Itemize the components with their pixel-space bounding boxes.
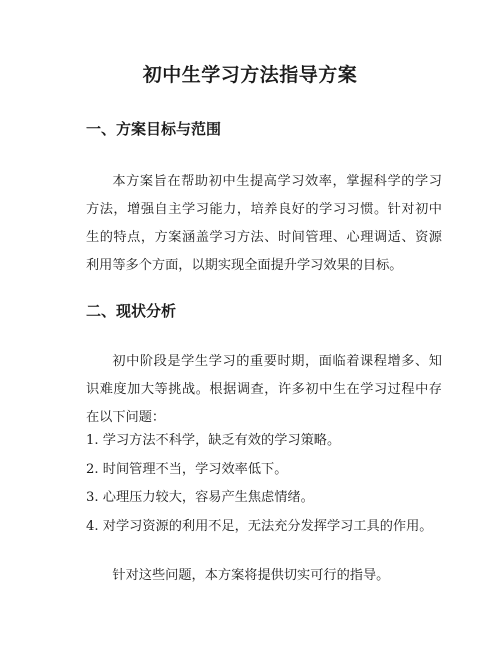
list-item: 4. 对学习资源的利用不足，无法充分发挥学习工具的作用。 [86, 518, 433, 534]
list-item: 2. 时间管理不当，学习效率低下。 [86, 461, 288, 477]
issue-list [86, 427, 446, 541]
list-item: 1. 学习方法不科学，缺乏有效的学习策略。 [86, 433, 341, 448]
list-item: 3. 心理压力较大，容易产生焦虑情绪。 [86, 490, 314, 505]
section-heading-goals: 一、方案目标与范围 [86, 120, 222, 138]
closing-paragraph: 针对这些问题，本方案将提供切实可行的指导。 [112, 568, 390, 583]
section-heading-analysis: 二、现状分析 [86, 302, 177, 320]
page-title: 初中生学习方法指导方案 [142, 64, 358, 86]
section-paragraph-goals: 本方案旨在帮助初中生提高学习效率，掌握科学的学习方法，增强自主学习能力，培养良好的学习习惯。针对初中生的特点，方案涵盖学习方法、时间管理、心理调适、资源利用等多个方面，以期实现全面提升学习效果的目标。 [86, 174, 442, 273]
section-paragraph-analysis: 初中阶段是学生学习的重要时期，面临着课程增多、知识难度加大等挑战。根据调查，许多初中生在学习过程中存在以下问题： [86, 354, 442, 425]
